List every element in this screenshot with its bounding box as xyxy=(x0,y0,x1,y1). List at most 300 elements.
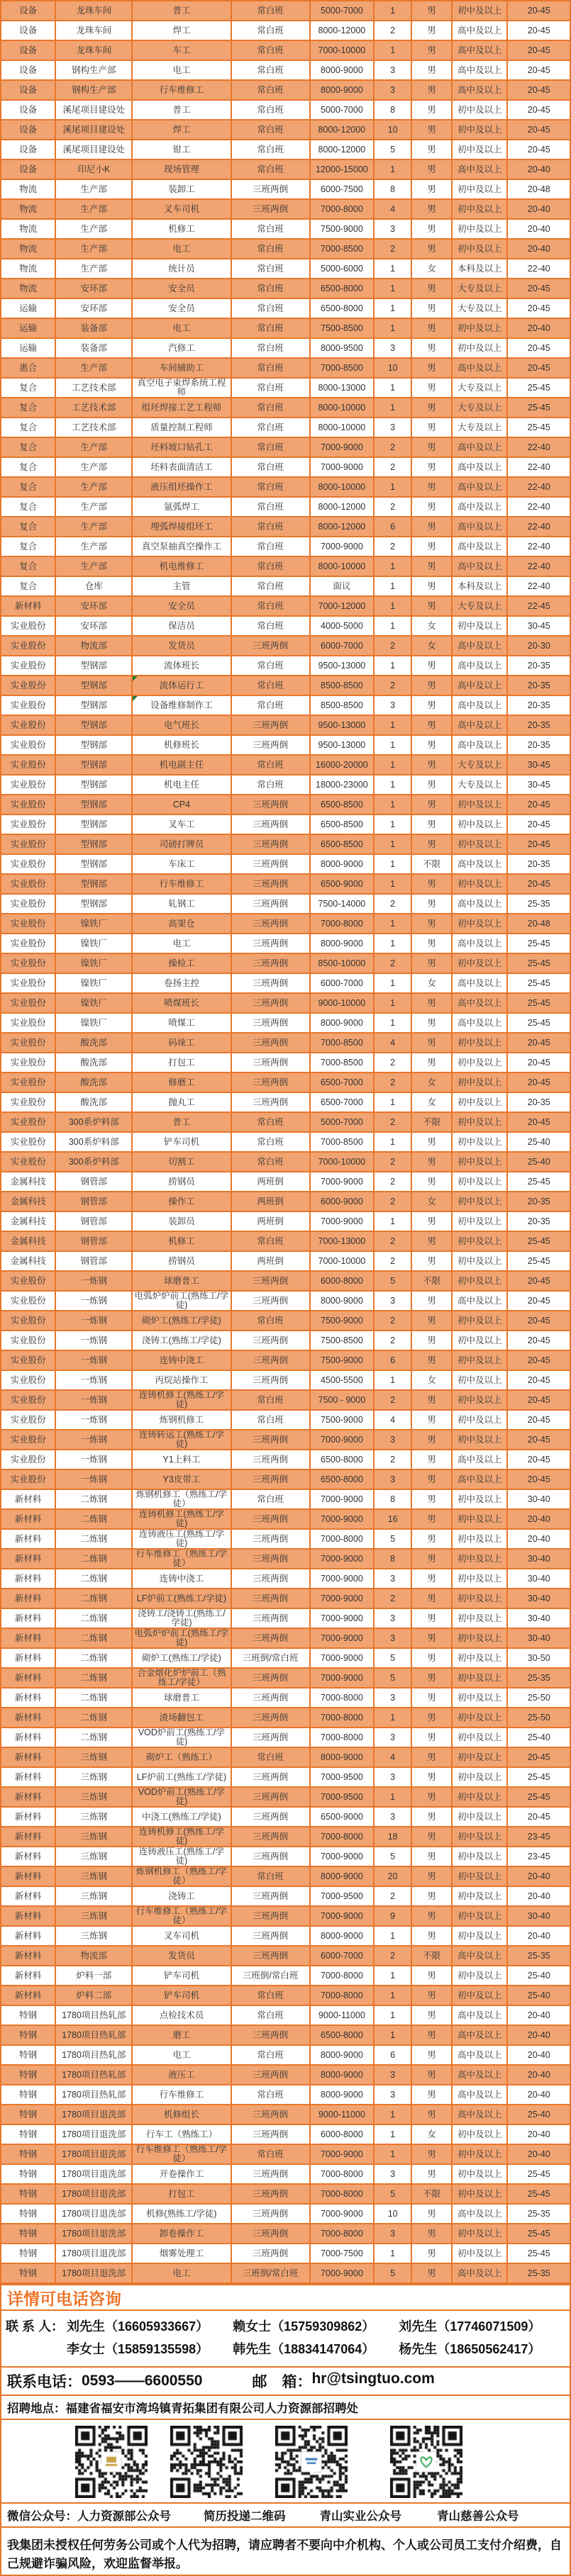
cell-gender: 男 xyxy=(412,835,453,855)
cell-gender: 男 xyxy=(412,1827,453,1847)
cell-age: 22-40 xyxy=(508,517,570,537)
cell-education: 初中及以上 xyxy=(453,835,508,855)
cell-age: 25-50 xyxy=(508,1689,570,1708)
table-row xyxy=(1,1609,570,1629)
cell-education: 高中及以上 xyxy=(453,458,508,478)
comment-marker-icon xyxy=(133,676,138,681)
cell-age: 20-40 xyxy=(508,240,570,259)
cell-position: 机修班长 xyxy=(133,736,231,756)
cell-education: 高中及以上 xyxy=(453,2066,508,2085)
cell-headcount: 3 xyxy=(375,61,412,81)
cell-shift: 常白班 xyxy=(232,240,311,259)
cell-shift: 三班两倒 xyxy=(232,1371,311,1391)
cell-education: 初中及以上 xyxy=(453,1391,508,1411)
cell-salary: 7000-8000 xyxy=(311,1827,375,1847)
table-row xyxy=(1,1768,570,1788)
cell-gender: 女 xyxy=(412,1192,453,1212)
table-row xyxy=(1,1947,570,1966)
cell-salary: 7000-9000 xyxy=(311,1430,375,1450)
cell-shift: 常白班 xyxy=(232,220,311,240)
table-row xyxy=(1,259,570,279)
cell-salary: 7000-10000 xyxy=(311,41,375,61)
cell-position: 砌炉工（熟练工） xyxy=(133,1748,231,1768)
cell-education: 初中及以上 xyxy=(453,1728,508,1748)
cell-position: 行车维修工 xyxy=(133,875,231,895)
cell-age: 20-45 xyxy=(508,339,570,359)
cell-headcount: 4 xyxy=(375,1748,412,1768)
cell-department: 安环部 xyxy=(56,279,133,299)
cell-age: 25-40 xyxy=(508,1728,570,1748)
cell-position: 高架仓 xyxy=(133,914,231,934)
cell-shift: 常白班 xyxy=(232,617,311,637)
cell-age: 30-40 xyxy=(508,1609,570,1629)
cell-category: 实业股份 xyxy=(1,1053,56,1073)
cell-education: 初中及以上 xyxy=(453,140,508,160)
cell-education: 大专及以上 xyxy=(453,775,508,795)
cell-shift: 常白班 xyxy=(232,299,311,319)
table-row xyxy=(1,1430,570,1450)
cell-shift: 常白班 xyxy=(232,676,311,696)
cell-category: 新材料 xyxy=(1,1490,56,1510)
cell-position: 液压工 xyxy=(133,2066,231,2085)
cell-gender: 男 xyxy=(412,359,453,379)
cell-department: 一炼钢 xyxy=(56,1470,133,1490)
cell-shift: 三班两倒 xyxy=(232,1430,311,1450)
cell-age: 20-40 xyxy=(508,220,570,240)
table-row xyxy=(1,1034,570,1053)
table-row xyxy=(1,914,570,934)
table-row xyxy=(1,2145,570,2165)
cell-age: 25-45 xyxy=(508,954,570,974)
cell-age: 30-40 xyxy=(508,1569,570,1589)
cell-age: 20-35 xyxy=(508,676,570,696)
cell-headcount: 4 xyxy=(375,1034,412,1053)
cell-education: 高中及以上 xyxy=(453,478,508,498)
table-row xyxy=(1,438,570,458)
cell-salary: 7000-8000 xyxy=(311,2224,375,2244)
cell-category: 新材料 xyxy=(1,1589,56,1609)
cell-salary: 7500-9000 xyxy=(311,1311,375,1331)
table-row xyxy=(1,1391,570,1411)
cell-department: 生产部 xyxy=(56,220,133,240)
table-row xyxy=(1,1827,570,1847)
cell-position: 电工 xyxy=(133,2046,231,2066)
cell-department: 二炼钢 xyxy=(56,1550,133,1569)
qr-label-hr: 人力资源部公众号 xyxy=(77,2510,171,2523)
cell-salary: 7000-8500 xyxy=(311,240,375,259)
cell-shift: 三班两倒 xyxy=(232,1450,311,1470)
cell-headcount: 1 xyxy=(375,1986,412,2006)
cell-salary: 7000-12000 xyxy=(311,597,375,617)
cell-education: 初中及以上 xyxy=(453,875,508,895)
cell-salary: 12000-15000 xyxy=(311,160,375,180)
cell-salary: 5000-6000 xyxy=(311,259,375,279)
cell-category: 新材料 xyxy=(1,1907,56,1927)
cell-headcount: 8 xyxy=(375,101,412,121)
cell-gender: 男 xyxy=(412,1986,453,2006)
cell-salary: 7000-9000 xyxy=(311,1212,375,1232)
qr-code-4 xyxy=(390,2426,462,2498)
cell-gender: 男 xyxy=(412,1669,453,1689)
cell-shift: 常白班 xyxy=(232,2145,311,2165)
cell-education: 初中及以上 xyxy=(453,1133,508,1153)
cell-education: 大专及以上 xyxy=(453,299,508,319)
cell-gender: 男 xyxy=(412,875,453,895)
cell-department: 生产部 xyxy=(56,200,133,220)
cell-department: 1780项目退洗部 xyxy=(56,2165,133,2185)
table-row xyxy=(1,617,570,637)
table-row xyxy=(1,1470,570,1490)
cell-education: 初中及以上 xyxy=(453,1212,508,1232)
cell-salary: 7000-9000 xyxy=(311,1609,375,1629)
cell-age: 25-45 xyxy=(508,1232,570,1252)
cell-category: 实业股份 xyxy=(1,756,56,775)
cell-position: 浇铸工 xyxy=(133,1887,231,1907)
cell-gender: 男 xyxy=(412,398,453,418)
cell-education: 大专及以上 xyxy=(453,597,508,617)
cell-education: 初中及以上 xyxy=(453,1490,508,1510)
table-row xyxy=(1,954,570,974)
cell-department: 装备部 xyxy=(56,339,133,359)
cell-salary: 9500-13000 xyxy=(311,736,375,756)
cell-gender: 男 xyxy=(412,934,453,954)
cell-shift: 常白班 xyxy=(232,2046,311,2066)
cell-category: 特钢 xyxy=(1,2224,56,2244)
cell-education: 初中及以上 xyxy=(453,1093,508,1113)
cell-position: 电气班长 xyxy=(133,716,231,736)
cell-headcount: 2 xyxy=(375,1192,412,1212)
cell-shift: 三班两倒 xyxy=(232,1808,311,1827)
cell-salary: 6500-9000 xyxy=(311,1808,375,1827)
cell-gender: 男 xyxy=(412,1847,453,1867)
cell-age: 20-45 xyxy=(508,359,570,379)
cell-gender: 男 xyxy=(412,160,453,180)
cell-shift: 常白班 xyxy=(232,81,311,101)
cell-gender: 男 xyxy=(412,2026,453,2046)
cell-shift: 三班两倒 xyxy=(232,1609,311,1629)
cell-position: 真空泵抽真空操作工 xyxy=(133,537,231,557)
cell-gender: 男 xyxy=(412,220,453,240)
cell-department: 300系炉料部 xyxy=(56,1113,133,1133)
cell-salary: 8000-13000 xyxy=(311,379,375,398)
cell-department: 镍铁厂 xyxy=(56,914,133,934)
cell-department: 型钢部 xyxy=(56,676,133,696)
cell-shift: 常白班 xyxy=(232,319,311,339)
cell-age: 20-45 xyxy=(508,1,570,21)
cell-headcount: 5 xyxy=(375,1669,412,1689)
cell-salary: 7500-9000 xyxy=(311,1411,375,1430)
cell-education: 初中及以上 xyxy=(453,1689,508,1708)
cell-headcount: 3 xyxy=(375,1768,412,1788)
cell-department: 生产部 xyxy=(56,517,133,537)
cell-category: 实业股份 xyxy=(1,1073,56,1093)
table-row xyxy=(1,1589,570,1609)
cell-age: 20-40 xyxy=(508,1530,570,1550)
cell-headcount: 5 xyxy=(375,1530,412,1550)
cell-education: 高中及以上 xyxy=(453,696,508,716)
cell-shift: 常白班 xyxy=(232,121,311,140)
cell-gender: 男 xyxy=(412,775,453,795)
cell-department: 1780项目退洗部 xyxy=(56,2105,133,2125)
cell-position: CP4 xyxy=(133,795,231,815)
cell-headcount: 1 xyxy=(375,835,412,855)
cell-headcount: 2 xyxy=(375,1232,412,1252)
cell-gender: 男 xyxy=(412,1153,453,1172)
table-row xyxy=(1,1450,570,1470)
table-row xyxy=(1,1966,570,1986)
cell-headcount: 1 xyxy=(375,855,412,875)
cell-salary: 7500-8500 xyxy=(311,1331,375,1351)
cell-headcount: 2 xyxy=(375,21,412,41)
cell-shift: 三班两倒 xyxy=(232,1053,311,1073)
cell-gender: 女 xyxy=(412,1093,453,1113)
cell-age: 20-40 xyxy=(508,1867,570,1887)
cell-salary: 6500-8000 xyxy=(311,299,375,319)
table-row xyxy=(1,2224,570,2244)
cell-headcount: 3 xyxy=(375,1292,412,1311)
cell-education: 初中及以上 xyxy=(453,914,508,934)
cell-category: 实业股份 xyxy=(1,934,56,954)
cell-age: 20-45 xyxy=(508,299,570,319)
cell-department: 型钢部 xyxy=(56,895,133,914)
table-row xyxy=(1,2244,570,2264)
cell-headcount: 2 xyxy=(375,895,412,914)
cell-age: 20-45 xyxy=(508,1331,570,1351)
cell-department: 钢管部 xyxy=(56,1232,133,1252)
table-row xyxy=(1,974,570,994)
cell-department: 安环部 xyxy=(56,597,133,617)
cell-salary: 7000-8500 xyxy=(311,1053,375,1073)
location-text: 招聘地点：福建省福安市湾坞镇青拓集团有限公司人力资源部招聘处 xyxy=(7,2402,358,2415)
table-row xyxy=(1,1986,570,2006)
cell-age: 20-45 xyxy=(508,21,570,41)
cell-gender: 男 xyxy=(412,279,453,299)
phone-consult-notice xyxy=(0,2284,571,2311)
cell-position: 开卷操作工 xyxy=(133,2165,231,2185)
disclaimer-text: 我集团未授权任何劳务公司或个人代为招聘，请应聘者不要向中介机构、个人或公司员工支付介绍费，自己规避诈骗风险，欢迎监督举报。 xyxy=(7,2538,562,2571)
table-row xyxy=(1,2105,570,2125)
cell-category: 实业股份 xyxy=(1,974,56,994)
cell-headcount: 2 xyxy=(375,954,412,974)
wechat-labels-row xyxy=(0,2502,571,2526)
cell-position: 设备维修制作工 xyxy=(133,696,231,716)
cell-education: 初中及以上 xyxy=(453,1053,508,1073)
contacts-section xyxy=(0,2311,571,2366)
cell-shift: 三班两倒 xyxy=(232,2224,311,2244)
qr-code-3 xyxy=(275,2426,348,2498)
cell-shift: 三班两倒 xyxy=(232,1847,311,1867)
qr-code-2 xyxy=(170,2426,243,2498)
cell-category: 新材料 xyxy=(1,1887,56,1907)
cell-department: 龙珠车间 xyxy=(56,21,133,41)
cell-position: 电工 xyxy=(133,2264,231,2284)
cell-position: 叉车司机 xyxy=(133,200,231,220)
cell-shift: 三班两倒 xyxy=(232,1351,311,1371)
cell-age: 23-45 xyxy=(508,1827,570,1847)
cell-department: 安环部 xyxy=(56,299,133,319)
table-row xyxy=(1,2165,570,2185)
cell-gender: 男 xyxy=(412,81,453,101)
cell-gender: 男 xyxy=(412,2244,453,2264)
cell-age: 20-45 xyxy=(508,101,570,121)
cell-department: 三炼钢 xyxy=(56,1808,133,1827)
cell-gender: 男 xyxy=(412,1172,453,1192)
cell-department: 型钢部 xyxy=(56,815,133,835)
cell-salary: 8000-9000 xyxy=(311,2046,375,2066)
cell-gender: 男 xyxy=(412,1311,453,1331)
cell-education: 高中及以上 xyxy=(453,1947,508,1966)
cell-age: 20-48 xyxy=(508,914,570,934)
cell-salary: 16000-20000 xyxy=(311,756,375,775)
cell-gender: 女 xyxy=(412,1371,453,1391)
cell-age: 20-40 xyxy=(508,1927,570,1947)
cell-education: 初中及以上 xyxy=(453,1,508,21)
table-row xyxy=(1,1887,570,1907)
qr-label-industry: 青山实业公众号 xyxy=(319,2510,401,2523)
cell-headcount: 10 xyxy=(375,121,412,140)
cell-category: 实业股份 xyxy=(1,954,56,974)
cell-headcount: 10 xyxy=(375,359,412,379)
contact-person: 韩先生（18834147064） xyxy=(233,2342,375,2356)
cell-headcount: 1 xyxy=(375,2145,412,2165)
cell-salary: 7000-8000 xyxy=(311,914,375,934)
cell-shift: 常白班 xyxy=(232,438,311,458)
cell-category: 新材料 xyxy=(1,597,56,617)
cell-education: 初中及以上 xyxy=(453,1073,508,1093)
cell-salary: 8000-9000 xyxy=(311,61,375,81)
cell-category: 实业股份 xyxy=(1,1133,56,1153)
cell-category: 新材料 xyxy=(1,1609,56,1629)
cell-shift: 三班两倒 xyxy=(232,1927,311,1947)
cell-shift: 三班两倒 xyxy=(232,974,311,994)
cell-age: 30-40 xyxy=(508,1490,570,1510)
cell-education: 高中及以上 xyxy=(453,2264,508,2284)
cell-shift: 三班两倒 xyxy=(232,1073,311,1093)
cell-headcount: 8 xyxy=(375,1550,412,1569)
cell-shift: 常白班 xyxy=(232,1986,311,2006)
table-row xyxy=(1,180,570,200)
cell-category: 实业股份 xyxy=(1,1014,56,1034)
table-row xyxy=(1,418,570,438)
cell-headcount: 1 xyxy=(375,1927,412,1947)
cell-category: 设备 xyxy=(1,21,56,41)
cell-shift: 三班两倒 xyxy=(232,1093,311,1113)
cell-education: 初中及以上 xyxy=(453,1788,508,1808)
table-row xyxy=(1,2066,570,2085)
contact-person: 杨先生（18650562417） xyxy=(399,2342,541,2356)
cell-category: 实业股份 xyxy=(1,1292,56,1311)
cell-gender: 男 xyxy=(412,1728,453,1748)
cell-headcount: 1 xyxy=(375,299,412,319)
cell-department: 炉料一部 xyxy=(56,1966,133,1986)
cell-education: 初中及以上 xyxy=(453,1153,508,1172)
cell-category: 新材料 xyxy=(1,1728,56,1748)
cell-category: 实业股份 xyxy=(1,1093,56,1113)
cell-category: 实业股份 xyxy=(1,1411,56,1430)
cell-gender: 男 xyxy=(412,517,453,537)
cell-gender: 男 xyxy=(412,1966,453,1986)
cell-headcount: 1 xyxy=(375,160,412,180)
cell-education: 高中及以上 xyxy=(453,2046,508,2066)
table-row xyxy=(1,1113,570,1133)
table-row xyxy=(1,299,570,319)
cell-salary: 7000-8000 xyxy=(311,1708,375,1728)
cell-category: 设备 xyxy=(1,41,56,61)
cell-headcount: 1 xyxy=(375,1212,412,1232)
cell-department: 安环部 xyxy=(56,617,133,637)
cell-shift: 三班两倒 xyxy=(232,2165,311,2185)
cell-headcount: 6 xyxy=(375,2046,412,2066)
cell-headcount: 1 xyxy=(375,756,412,775)
cell-education: 初中及以上 xyxy=(453,1708,508,1728)
cell-category: 实业股份 xyxy=(1,1351,56,1371)
cell-education: 初中及以上 xyxy=(453,954,508,974)
cell-department: 钢管部 xyxy=(56,1192,133,1212)
cell-age: 25-40 xyxy=(508,1153,570,1172)
cell-category: 实业股份 xyxy=(1,994,56,1014)
cell-position: 装卸员 xyxy=(133,1212,231,1232)
table-row xyxy=(1,835,570,855)
phone-label: 联系电话： xyxy=(7,2374,82,2390)
cell-age: 20-45 xyxy=(508,795,570,815)
cell-position: 流体运行工 xyxy=(133,676,231,696)
cell-education: 初中及以上 xyxy=(453,2244,508,2264)
cell-salary: 9000-11000 xyxy=(311,2006,375,2026)
cell-age: 20-45 xyxy=(508,1391,570,1411)
cell-gender: 男 xyxy=(412,438,453,458)
cell-salary: 8000-10000 xyxy=(311,557,375,577)
cell-salary: 8500-10000 xyxy=(311,954,375,974)
cell-category: 特钢 xyxy=(1,2185,56,2205)
phone-number: 0593——6600550 xyxy=(82,2373,203,2389)
cell-salary: 面议 xyxy=(311,577,375,597)
cell-salary: 7000-8500 xyxy=(311,1133,375,1153)
cell-age: 25-40 xyxy=(508,1133,570,1153)
cell-category: 新材料 xyxy=(1,1629,56,1649)
cell-category: 复合 xyxy=(1,379,56,398)
cell-age: 22-40 xyxy=(508,438,570,458)
cell-age: 25-45 xyxy=(508,994,570,1014)
cell-category: 复合 xyxy=(1,498,56,517)
cell-salary: 8000-9000 xyxy=(311,1014,375,1034)
cell-age: 25-45 xyxy=(508,1014,570,1034)
cell-department: 一炼钢 xyxy=(56,1351,133,1371)
cell-education: 初中及以上 xyxy=(453,1192,508,1212)
cell-shift: 常白班 xyxy=(232,498,311,517)
cell-position: 机电主任 xyxy=(133,775,231,795)
cell-gender: 女 xyxy=(412,1073,453,1093)
cell-shift: 常白班 xyxy=(232,140,311,160)
cell-age: 25-40 xyxy=(508,1986,570,2006)
table-row xyxy=(1,2046,570,2066)
cell-headcount: 1 xyxy=(375,577,412,597)
table-row xyxy=(1,875,570,895)
cell-category: 新材料 xyxy=(1,1550,56,1569)
table-row xyxy=(1,1073,570,1093)
cell-department: 一炼钢 xyxy=(56,1311,133,1331)
table-row xyxy=(1,637,570,656)
contact-line xyxy=(67,2315,540,2338)
cell-age: 25-45 xyxy=(508,1172,570,1192)
cell-category: 实业股份 xyxy=(1,1470,56,1490)
location-section xyxy=(0,2395,571,2419)
cell-headcount: 3 xyxy=(375,339,412,359)
cell-age: 22-40 xyxy=(508,478,570,498)
cell-shift: 常白班 xyxy=(232,458,311,478)
cell-headcount: 1 xyxy=(375,716,412,736)
cell-gender: 男 xyxy=(412,1748,453,1768)
cell-department: 三炼钢 xyxy=(56,1907,133,1927)
